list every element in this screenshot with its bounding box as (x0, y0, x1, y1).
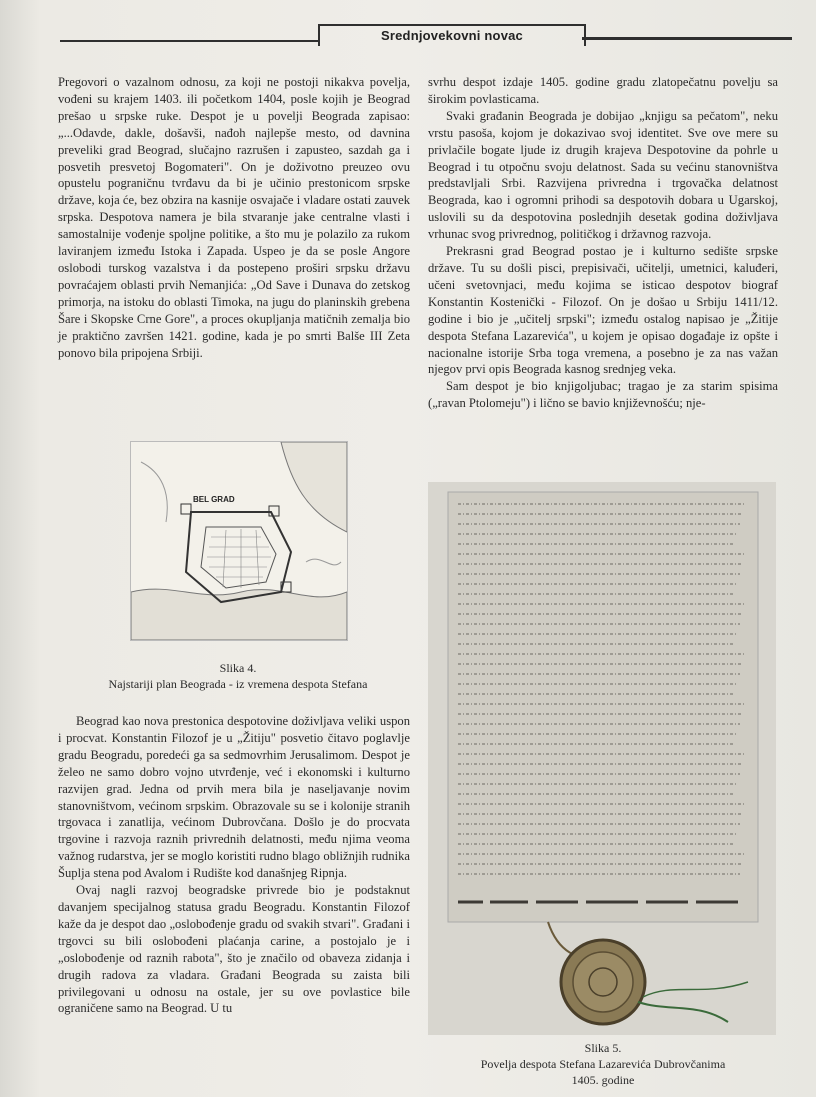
paragraph: Svaki građanin Beograda je dobijao „knjigu sa pečatom", neku vrstu pasoša, kojom je dokazivao svoj identitet. Sve ove mere su privlačile bogate ljude iz drugih krajeva Despotovine da pohrle u Beograd i tu otpočnu svoju delatnost. Sada su većinu stanovništva predstavljali Srbi. Razvijena privredna i trgovačka delatnost Beograda, kao i ogromni prihodi sa despotovih dobara u Ugarskoj, uslovili su da despotovina poslednjih desetak godina doživljava vrhunac svog privrednog, političkog i državnog razvoja. (428, 108, 778, 242)
paragraph: Beograd kao nova prestonica despotovine doživljava veliki uspon i procvat. Konstantin Filozof je u „Žitiju" posvetio čitavo poglavlje gradu Beogradu, poredeći ga sa sedmovrhim Jerusalimom. Despot je želeo ne samo dobro vojno utvrđenje, već i ekonomski i kulturno razvijen grad. Jedna od prvih mera bila je naseljavanje novim stanovništvom, većinom srpskim. Obrazovale su se i kolonije stranih trgovaca i zanatlija, većinom Dubrovčana. Došlo je do procvata trgovine i razvoja raznih privrednih delatnosti, među njima veoma važnog rudarstva, jer se moglo koristiti rudno blago obližnjih rudnika Šuplja stena pod Avalom i Rudište kod današnjeg Ripnja. (58, 714, 410, 881)
figure-4-caption-text: Najstariji plan Beograda - iz vremena despota Stefana (108, 677, 368, 691)
left-column-top-text (58, 74, 410, 361)
left-column-bottom-text (58, 713, 410, 1017)
figure-5-caption (428, 1040, 778, 1088)
belgrade-plan-image (130, 441, 348, 641)
figure-4-caption (58, 660, 418, 692)
paragraph: Prekrasni grad Beograd postao je i kulturno sedište srpske države. Tu su došli pisci, prepisivači, učitelji, umetnici, kaluđeri, učeni svetovnjaci, među kojima se isticao despotov biograf Konstantin Kostenički - Filozof. On je došao u Srbiju 1411/12. godine i bio je „učitelj srpski"; između ostalog napisao je „Žitije despota Stefana Lazarevića", u kojem je opisao događaje iz opšte i nacionalne istorije Srba toga vremena, a posebno je za nas važan njegov prvi opis Beograda kasnog srednjeg veka. (428, 244, 778, 377)
paragraph: Sam despot je bio knjigoljubac; tragao je za starim spisima („ravan Ptolomeju") i lično se bavio književnošću; nje- (428, 379, 778, 411)
figure-5-number: Slika 5. (584, 1041, 622, 1055)
running-header-title: Srednjovekovni novac (381, 28, 523, 43)
paragraph: Pregovori o vazalnom odnosu, za koji ne postoji nikakva povelja, vođeni su krajem 1403. ili početkom 1404, posle kojih je Beograd prešao u srpske ruke. Despot je u povelji Beograda zapisao: „...Odavde, dakle, došavši, nađoh najlepše mesto, od davnina preveliki grad Beograd, slučajno razrušen i zapusteo, sazdah ga i posvetih presvetoj Bogomateri". On je doživotno preuzeo ovu opustelu pograničnu tvrđavu da bi je učinio prestonicom srpske države, koja će, bez obzira na kasnije osvajače i vladare ostati zauvek srpska. Despotova namera je bila stvaranje jake centralne vlasti i samostalnije vođenje spoljne politike, a što mu je polazilo za rukom laviranjem između Istoka i Zapada. Uspeo je da se posle Angore oslobodi turskog vazalstva i da postepeno proširi srpsku državu povraćajem oblasti prvih Nemanjića: „Od Save i Dunava do zetskog primorja, na istoku do oblasti Timoka, na jugu do planinskih grebena Šare i Skopske Crne Gore", a proces okupljanja matičnih zemalja bio je praktično završen 1421. godine, kada je po smrti Balše III Zeta ponovo bila pripojena Srbiji. (58, 75, 410, 360)
right-column-text (428, 74, 778, 412)
paragraph: svrhu despot izdaje 1405. godine gradu zlatopečatnu povelju sa širokim povlasticama. (428, 75, 778, 106)
figure-4-number: Slika 4. (219, 661, 257, 675)
map-label: BEL GRAD (193, 495, 235, 504)
paragraph: Ovaj nagli razvoj beogradske privrede bio je podstaknut davanjem specijalnog statusa gradu Beogradu. Konstantin Filozof kaže da je despot dao „oslobođenje gradu od svakih stvari". Građani i trgovci su bili oslobođeni plaćanja carine, a postojalo je i „oslobođenje od raznih rabota", što je značilo od obaveza zidanja i drugih radova za vladara. Građani Beograda su zaista bili privilegovani u odnosu na ostale, jer su ove povlastice bile ograničene samo na Beograd. U tu (58, 883, 410, 1016)
charter-drawing (428, 482, 776, 1035)
belgrade-plan-drawing (131, 442, 347, 640)
header-rule-left (60, 40, 318, 42)
figure-5-caption-text: Povelja despota Stefana Lazarevića Dubrovčanima (480, 1057, 726, 1071)
running-header (318, 24, 586, 46)
figure-5-caption-year: 1405. godine (571, 1073, 635, 1087)
charter-document-image (428, 482, 776, 1035)
header-rule-right (582, 37, 792, 40)
